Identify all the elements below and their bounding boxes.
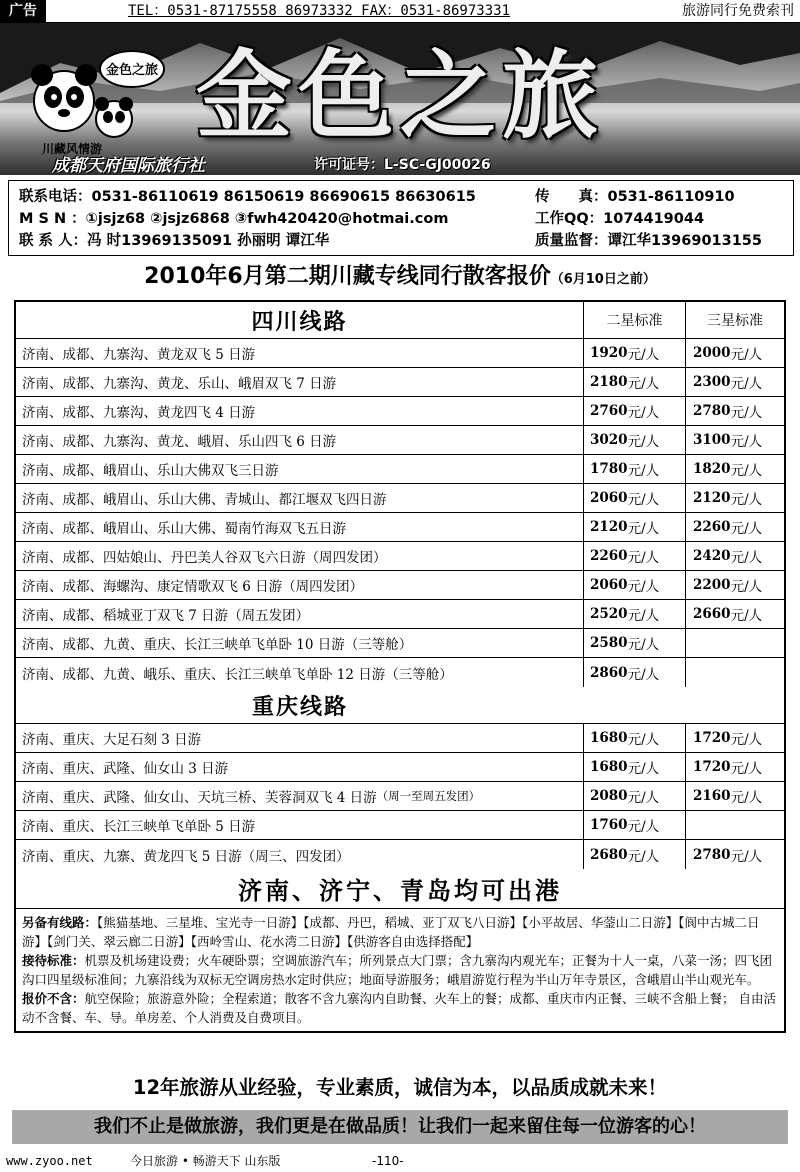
price-unit: 元/人	[730, 608, 763, 624]
price-3star	[686, 542, 784, 570]
page-number: -110-	[372, 1154, 404, 1168]
price-value: 2120	[590, 519, 628, 535]
price-value: 1680	[590, 759, 628, 775]
price-2star	[584, 484, 686, 512]
route-name	[16, 513, 584, 541]
route-text: 济南、成都、峨眉山、乐山大佛、蜀南竹海双飞五日游	[22, 521, 346, 537]
price-unit: 元/人	[730, 848, 763, 865]
contact-supervisor: 质量监督：谭江华13969013155	[535, 233, 762, 249]
table-row	[16, 455, 784, 484]
price-value: 2760	[590, 403, 628, 419]
tagline: 12年旅游从业经验，专业素质，诚信为本，以品质成就未来！	[132, 1076, 668, 1099]
price-unit: 元/人	[627, 637, 660, 653]
route-name	[16, 753, 584, 781]
price-value: 2860	[590, 664, 628, 681]
price-unit: 元/人	[627, 492, 660, 508]
price-3star	[686, 484, 784, 512]
table-row	[16, 397, 784, 426]
footer	[0, 1150, 800, 1172]
price-value: 2080	[590, 788, 628, 804]
route-name	[16, 840, 584, 869]
route-text: 济南、成都、九寨沟、黄龙、乐山、峨眉双飞 7 日游	[22, 376, 337, 392]
price-2star	[584, 811, 686, 839]
route-name	[16, 782, 584, 810]
price-value: 2580	[590, 635, 628, 651]
departure-ports-row	[16, 869, 784, 909]
price-value: 2160	[693, 788, 731, 804]
departure-ports: 济南、济宁、青岛均可出港	[238, 876, 562, 905]
price-unit: 元/人	[730, 790, 763, 806]
note-text: 【熊猫基地、三星堆、宝光寺一日游】【成都、丹巴，稻城、亚丁双飞八日游】【小平故居、华蓥山二日游】【阆中古城二日游】【剑门关、翠云廊二日游】【西岭雪山、花水湾二日游】【供游客自由选择搭配】	[22, 915, 760, 949]
price-value: 2520	[590, 606, 628, 622]
price-value: 1720	[693, 759, 731, 775]
price-2star	[584, 426, 686, 454]
note-text: 机票及机场建设费；火车硬卧票；空调旅游汽车；所列景点大门票；含九寨沟内观光车；正餐为十人一桌，八菜一汤；四飞团沟口四星级标准间；九寨沿线为双标无空调房热水定时供应；地面导游服务；峨眉游览行程为半山万年寺景区，含峨眉山半山观光车。	[22, 953, 773, 987]
price-2star	[584, 658, 686, 687]
price-3star	[686, 339, 784, 367]
footer-publication: 今日旅游 • 畅游天下 山东版	[130, 1154, 281, 1168]
price-unit: 元/人	[730, 376, 763, 392]
route-name	[16, 600, 584, 628]
price-value: 2260	[590, 548, 628, 564]
price-unit: 元/人	[627, 608, 660, 624]
route-text: 济南、重庆、武隆、仙女山 3 日游	[22, 761, 229, 777]
price-value: 2260	[693, 519, 731, 535]
contact-qq: 工作QQ：1074419044	[535, 211, 705, 227]
route-text: 济南、成都、峨眉山、乐山大佛、青城山、都江堰双飞四日游	[22, 492, 387, 508]
route-note: （周一至周五发团）	[376, 789, 481, 803]
price-3star	[686, 455, 784, 483]
price-unit: 元/人	[730, 434, 763, 450]
price-3star	[686, 782, 784, 810]
route-name	[16, 484, 584, 512]
table-row	[16, 513, 784, 542]
route-name	[16, 571, 584, 599]
price-2star	[584, 840, 686, 869]
price-2star	[584, 513, 686, 541]
brand-title: 金色之旅	[196, 39, 604, 152]
motto-banner: 我们不止是做旅游，我们更是在做品质！让我们一起来留住每一位游客的心！	[12, 1110, 788, 1144]
ad-tag: 广告	[0, 0, 46, 22]
price-2star	[584, 397, 686, 425]
route-text: 济南、成都、峨眉山、乐山大佛双飞三日游	[22, 463, 279, 479]
price-value: 1720	[693, 730, 731, 746]
price-value: 2780	[693, 846, 731, 863]
price-value: 2180	[590, 374, 628, 390]
table-row	[16, 542, 784, 571]
note-label: 另备有线路：	[22, 915, 98, 930]
price-unit: 元/人	[627, 732, 660, 748]
route-name	[16, 629, 584, 657]
logo-caption: 川藏风情游	[41, 142, 103, 156]
route-text: 济南、重庆、九寨、黄龙四飞 5 日游（周三、四发团）	[22, 848, 350, 865]
table-row	[16, 629, 784, 658]
table-row	[16, 724, 784, 753]
price-unit: 元/人	[627, 550, 660, 566]
header-slogan: 旅游同行免费索刊	[682, 3, 794, 19]
price-unit: 元/人	[627, 347, 660, 363]
price-value: 2680	[590, 846, 628, 863]
price-3star	[686, 629, 784, 657]
table-header-row	[16, 302, 784, 339]
note-paragraph	[22, 951, 778, 989]
price-unit: 元/人	[730, 550, 763, 566]
route-text: 济南、成都、九寨沟、黄龙双飞 5 日游	[22, 347, 256, 363]
price-unit: 元/人	[627, 376, 660, 392]
price-unit: 元/人	[627, 434, 660, 450]
price-value: 2420	[693, 548, 731, 564]
table-row	[16, 339, 784, 368]
col-header-2star: 二星标准	[584, 302, 686, 338]
route-text: 济南、成都、九寨沟、黄龙四飞 4 日游	[22, 405, 256, 421]
route-text: 济南、成都、稻城亚丁双飞 7 日游（周五发团）	[22, 608, 310, 624]
headline-sub: （6月10日之前）	[550, 272, 656, 287]
route-text: 济南、成都、四姑娘山、丹巴美人谷双飞六日游（周四发团）	[22, 550, 387, 566]
price-3star	[686, 513, 784, 541]
price-value: 1780	[590, 461, 628, 477]
route-text: 济南、成都、九寨沟、黄龙、峨眉、乐山四飞 6 日游	[22, 434, 337, 450]
table-row	[16, 368, 784, 397]
contact-phone: 联系电话：0531-86110619 86150619 86690615 86630615	[19, 189, 476, 205]
price-value: 2780	[693, 403, 731, 419]
price-value: 2120	[693, 490, 731, 506]
table-row	[16, 782, 784, 811]
route-text: 济南、成都、九黄、峨乐、重庆、长江三峡单飞单卧 12 日游（三等舱）	[22, 666, 453, 683]
price-2star	[584, 571, 686, 599]
route-name	[16, 368, 584, 396]
price-value: 2060	[590, 490, 628, 506]
top-bar	[0, 0, 800, 23]
price-3star	[686, 811, 784, 839]
table-row	[16, 811, 784, 840]
headline-title: 2010年6月第二期川藏专线同行散客报价	[144, 264, 551, 289]
note-paragraph	[22, 913, 778, 951]
route-name	[16, 397, 584, 425]
route-text: 济南、重庆、大足石刻 3 日游	[22, 732, 202, 748]
price-value: 1920	[590, 345, 628, 361]
price-3star	[686, 368, 784, 396]
price-2star	[584, 753, 686, 781]
route-name	[16, 339, 584, 367]
banner	[0, 23, 800, 175]
price-3star	[686, 397, 784, 425]
price-3star	[686, 724, 784, 752]
price-unit: 元/人	[730, 405, 763, 421]
note-text: 航空保险；旅游意外险；全程索道；散客不含九寨沟内自助餐、火车上的餐；成都、重庆市内正餐、三峡不含船上餐； 自由活动不含餐、车、导。单房差、个人消费及自费项目。	[22, 991, 776, 1025]
agency-name: 成都天府国际旅行社	[52, 156, 205, 175]
price-unit: 元/人	[730, 761, 763, 777]
price-value: 1820	[693, 461, 731, 477]
price-unit: 元/人	[627, 790, 660, 806]
route-name	[16, 811, 584, 839]
price-unit: 元/人	[627, 463, 660, 479]
contact-fax: 传 真：0531-86110910	[535, 189, 735, 205]
table-row	[16, 571, 784, 600]
price-unit: 元/人	[627, 761, 660, 777]
price-unit: 元/人	[730, 463, 763, 479]
price-2star	[584, 782, 686, 810]
contact-people: 联 系 人：冯 时13969135091 孙丽明 谭江华	[19, 233, 330, 249]
contact-msn: M S N ：①jsjz68 ②jsjz6868 ③fwh420420@hotmai.com	[19, 211, 449, 227]
price-value: 2000	[693, 345, 731, 361]
route-name	[16, 724, 584, 752]
route-text: 济南、重庆、长江三峡单飞单卧 5 日游	[22, 819, 256, 835]
price-2star	[584, 542, 686, 570]
section-title-sichuan: 四川线路	[16, 302, 584, 338]
price-3star	[686, 426, 784, 454]
price-3star	[686, 600, 784, 628]
price-value: 2200	[693, 577, 731, 593]
price-unit: 元/人	[730, 521, 763, 537]
price-unit: 元/人	[627, 666, 660, 683]
route-text: 济南、成都、九黄、重庆、长江三峡单飞单卧 10 日游（三等舱）	[22, 637, 413, 653]
route-name	[16, 455, 584, 483]
price-3star	[686, 571, 784, 599]
price-value: 2300	[693, 374, 731, 390]
route-name	[16, 426, 584, 454]
price-unit: 元/人	[730, 732, 763, 748]
price-unit: 元/人	[730, 492, 763, 508]
table-row	[16, 426, 784, 455]
price-2star	[584, 339, 686, 367]
price-value: 1760	[590, 817, 628, 833]
table-row	[16, 753, 784, 782]
price-unit: 元/人	[730, 579, 763, 595]
price-value: 2060	[590, 577, 628, 593]
note-paragraph	[22, 989, 778, 1027]
license-number: 许可证号：L-SC-GJ00026	[314, 157, 491, 173]
price-unit: 元/人	[627, 579, 660, 595]
price-value: 3020	[590, 432, 628, 448]
price-unit: 元/人	[730, 347, 763, 363]
price-value: 1680	[590, 730, 628, 746]
price-value: 3100	[693, 432, 731, 448]
price-unit: 元/人	[627, 848, 660, 865]
price-unit: 元/人	[627, 405, 660, 421]
price-2star	[584, 600, 686, 628]
logo-badge: 金色之旅	[105, 63, 159, 78]
note-label: 报价不含：	[22, 991, 85, 1006]
price-3star	[686, 840, 784, 869]
price-unit: 元/人	[627, 819, 660, 835]
price-2star	[584, 368, 686, 396]
route-name	[16, 542, 584, 570]
price-3star	[686, 658, 784, 687]
price-value: 2660	[693, 606, 731, 622]
price-2star	[584, 724, 686, 752]
page-title	[0, 262, 800, 295]
route-name	[16, 658, 584, 687]
footer-site: www.zyoo.net	[6, 1154, 93, 1168]
table-row	[16, 658, 784, 687]
table-row	[16, 840, 784, 869]
table-row	[16, 600, 784, 629]
route-text: 济南、成都、海螺沟、康定情歌双飞 6 日游（周四发团）	[22, 579, 364, 595]
table-row	[16, 484, 784, 513]
route-text: 济南、重庆、武隆、仙女山、天坑三桥、芙蓉洞双飞 4 日游	[22, 790, 377, 806]
panda-logo	[18, 37, 166, 157]
header-contact-line: TEL：0531-87175558 86973332 FAX：0531-86973331	[128, 3, 511, 19]
notes-section	[16, 909, 784, 1031]
price-2star	[584, 455, 686, 483]
price-table	[14, 300, 786, 1033]
contact-box	[8, 180, 794, 256]
price-unit: 元/人	[627, 521, 660, 537]
col-header-3star: 三星标准	[707, 313, 763, 329]
note-label: 接待标准：	[22, 953, 85, 968]
price-3star	[686, 753, 784, 781]
section-title-chongqing: 重庆线路	[251, 693, 348, 720]
price-2star	[584, 629, 686, 657]
section-row-chongqing	[16, 687, 784, 724]
